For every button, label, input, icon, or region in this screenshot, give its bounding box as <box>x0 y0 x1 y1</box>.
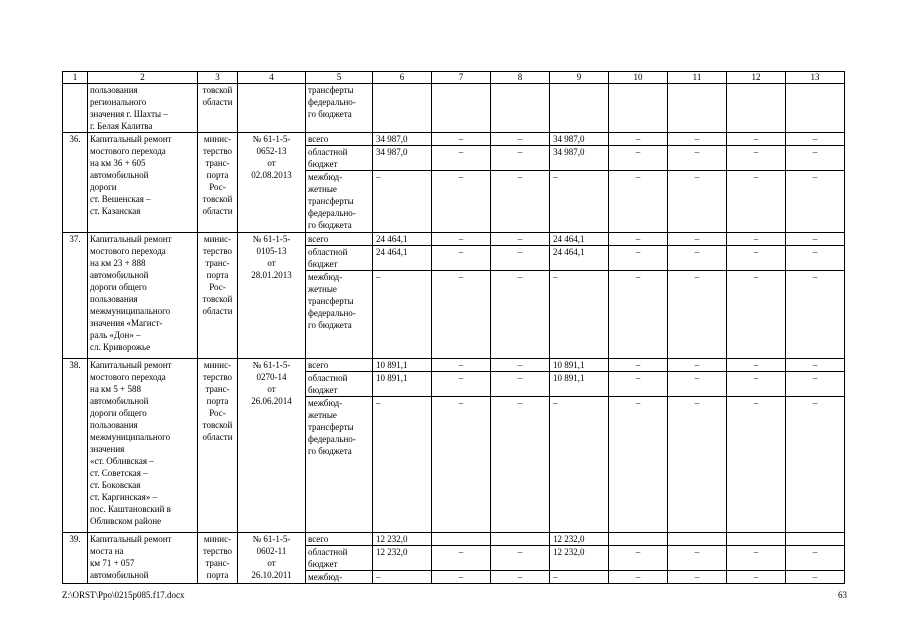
column-number: 7 <box>432 72 491 84</box>
value-cell: – <box>786 233 845 246</box>
document-cell <box>238 84 306 133</box>
value-cell: – <box>668 246 727 271</box>
table-row <box>63 533 845 546</box>
value-cell: – <box>727 246 786 271</box>
value-cell: – <box>668 397 727 533</box>
value-cell: – <box>727 233 786 246</box>
document-cell: № 61-1-5- 0652-13 от 02.08.2013 <box>238 133 306 233</box>
value-cell: – <box>373 171 432 233</box>
value-cell: – <box>786 571 845 584</box>
funding-source-cell: всего <box>306 233 373 246</box>
value-cell: – <box>609 233 668 246</box>
funding-source-cell: межбюд- жетные трансферты федерально- го бюджета <box>306 171 373 233</box>
value-cell: – <box>668 271 727 359</box>
value-cell <box>373 84 432 133</box>
value-cell: – <box>786 546 845 571</box>
object-name-cell: пользования регионального значения г. Шахты – г. Белая Калитва <box>88 84 198 133</box>
value-cell: – <box>550 171 609 233</box>
value-cell: – <box>609 372 668 397</box>
value-cell: – <box>491 546 550 571</box>
column-number: 2 <box>88 72 198 84</box>
funding-source-cell: межбюд- <box>306 571 373 584</box>
value-cell: 12 232,0 <box>550 546 609 571</box>
value-cell: – <box>786 271 845 359</box>
value-cell: – <box>668 372 727 397</box>
value-cell <box>609 84 668 133</box>
value-cell: 34 987,0 <box>373 146 432 171</box>
value-cell <box>786 533 845 546</box>
value-cell: – <box>373 271 432 359</box>
funding-source-cell: трансферты федерально- го бюджета <box>306 84 373 133</box>
budget-table <box>62 71 845 584</box>
row-number-cell: 37. <box>63 233 88 359</box>
document-cell: № 61-1-5- 0270-14 от 26.06.2014 <box>238 359 306 533</box>
value-cell: – <box>550 397 609 533</box>
column-number: 13 <box>786 72 845 84</box>
value-cell: – <box>491 146 550 171</box>
value-cell: – <box>491 571 550 584</box>
document-cell: № 61-1-5- 0105-13 от 28.01.2013 <box>238 233 306 359</box>
value-cell: – <box>432 571 491 584</box>
value-cell: 24 464,1 <box>373 246 432 271</box>
value-cell: – <box>609 571 668 584</box>
value-cell: – <box>491 359 550 372</box>
value-cell: – <box>373 571 432 584</box>
column-number: 11 <box>668 72 727 84</box>
funding-source-cell: областной бюджет <box>306 246 373 271</box>
value-cell: – <box>786 397 845 533</box>
value-cell: – <box>668 546 727 571</box>
document-cell: № 61-1-5- 0602-11 от 26.10.2011 <box>238 533 306 584</box>
value-cell: – <box>727 271 786 359</box>
value-cell <box>609 533 668 546</box>
agency-cell: минис- терство транс- порта Рос- товской области <box>198 359 238 533</box>
value-cell <box>727 84 786 133</box>
column-number: 8 <box>491 72 550 84</box>
column-number: 4 <box>238 72 306 84</box>
column-number: 10 <box>609 72 668 84</box>
value-cell <box>432 533 491 546</box>
value-cell: – <box>432 133 491 146</box>
value-cell: 24 464,1 <box>550 233 609 246</box>
object-name-cell: Капитальный ремонт моста на км 71 + 057 автомобильной <box>88 533 198 584</box>
footer-file-path: Z:\ORST\Ppo\0215p085.f17.docx <box>62 590 185 600</box>
value-cell: – <box>786 246 845 271</box>
row-number-cell: 36. <box>63 133 88 233</box>
value-cell: – <box>432 233 491 246</box>
value-cell: – <box>609 246 668 271</box>
value-cell <box>668 533 727 546</box>
funding-source-cell: всего <box>306 133 373 146</box>
value-cell: 10 891,1 <box>550 372 609 397</box>
funding-source-cell: межбюд- жетные трансферты федерально- го бюджета <box>306 271 373 359</box>
value-cell: 24 464,1 <box>550 246 609 271</box>
value-cell: – <box>727 133 786 146</box>
value-cell <box>550 84 609 133</box>
value-cell: – <box>727 359 786 372</box>
value-cell: – <box>609 546 668 571</box>
value-cell: – <box>432 171 491 233</box>
table-row <box>63 233 845 246</box>
value-cell: – <box>609 271 668 359</box>
value-cell: – <box>609 133 668 146</box>
value-cell: – <box>668 359 727 372</box>
value-cell: 10 891,1 <box>550 359 609 372</box>
value-cell: – <box>786 146 845 171</box>
value-cell: – <box>668 233 727 246</box>
value-cell: – <box>491 397 550 533</box>
value-cell: – <box>550 271 609 359</box>
agency-cell: минис- терство транс- порта Рос- товской области <box>198 133 238 233</box>
value-cell: – <box>609 359 668 372</box>
value-cell: – <box>668 171 727 233</box>
value-cell: – <box>786 372 845 397</box>
value-cell: – <box>786 359 845 372</box>
agency-cell: товской области <box>198 84 238 133</box>
value-cell: – <box>668 133 727 146</box>
value-cell: – <box>491 133 550 146</box>
value-cell: – <box>727 571 786 584</box>
row-number-cell <box>63 84 88 133</box>
value-cell: – <box>668 571 727 584</box>
value-cell: – <box>727 372 786 397</box>
value-cell: – <box>432 146 491 171</box>
value-cell: – <box>609 397 668 533</box>
value-cell: – <box>432 397 491 533</box>
column-number-row <box>63 72 845 84</box>
value-cell: – <box>491 171 550 233</box>
value-cell: – <box>550 571 609 584</box>
object-name-cell: Капитальный ремонт мостового перехода на км 5 + 588 автомобильной дороги общего пользования межмуниципального значения «ст. Обливская – ст. Советская – ст. Боковская ст. Каргинская» – пос. Каштановский в Обливском районе <box>88 359 198 533</box>
column-number: 1 <box>63 72 88 84</box>
value-cell: – <box>727 146 786 171</box>
column-number: 6 <box>373 72 432 84</box>
row-number-cell: 38. <box>63 359 88 533</box>
page-number: 63 <box>838 590 847 600</box>
value-cell: 34 987,0 <box>550 146 609 171</box>
value-cell <box>668 84 727 133</box>
value-cell: 24 464,1 <box>373 233 432 246</box>
column-number: 3 <box>198 72 238 84</box>
funding-source-cell: всего <box>306 533 373 546</box>
funding-source-cell: областной бюджет <box>306 546 373 571</box>
value-cell: – <box>432 546 491 571</box>
value-cell <box>727 533 786 546</box>
table-row <box>63 133 845 146</box>
value-cell: – <box>432 359 491 372</box>
funding-source-cell: всего <box>306 359 373 372</box>
value-cell: – <box>668 146 727 171</box>
column-number: 12 <box>727 72 786 84</box>
value-cell: – <box>609 171 668 233</box>
value-cell: – <box>432 271 491 359</box>
column-number: 5 <box>306 72 373 84</box>
agency-cell: минис- терство транс- порта <box>198 533 238 584</box>
object-name-cell: Капитальный ремонт мостового перехода на км 23 + 888 автомобильной дороги общего пользования межмуниципального значения «Магист- раль «Дон» – сл. Криворожье <box>88 233 198 359</box>
value-cell: – <box>727 546 786 571</box>
value-cell: – <box>491 246 550 271</box>
agency-cell: минис- терство транс- порта Рос- товской области <box>198 233 238 359</box>
funding-source-cell: областной бюджет <box>306 372 373 397</box>
value-cell: – <box>727 171 786 233</box>
value-cell: 10 891,1 <box>373 359 432 372</box>
value-cell: 12 232,0 <box>550 533 609 546</box>
value-cell: 12 232,0 <box>373 546 432 571</box>
value-cell: – <box>373 397 432 533</box>
continuation-row <box>63 84 845 133</box>
value-cell: – <box>609 146 668 171</box>
value-cell: 34 987,0 <box>373 133 432 146</box>
value-cell: – <box>786 171 845 233</box>
value-cell: – <box>491 233 550 246</box>
value-cell: – <box>432 246 491 271</box>
value-cell: – <box>491 271 550 359</box>
funding-source-cell: областной бюджет <box>306 146 373 171</box>
object-name-cell: Капитальный ремонт мостового перехода на км 36 + 605 автомобильной дороги ст. Вешенская – ст. Казанская <box>88 133 198 233</box>
row-number-cell: 39. <box>63 533 88 584</box>
value-cell: – <box>727 397 786 533</box>
funding-source-cell: межбюд- жетные трансферты федерально- го бюджета <box>306 397 373 533</box>
table-row <box>63 359 845 372</box>
value-cell: 34 987,0 <box>550 133 609 146</box>
value-cell: – <box>432 372 491 397</box>
value-cell: 12 232,0 <box>373 533 432 546</box>
value-cell <box>432 84 491 133</box>
value-cell: – <box>491 372 550 397</box>
value-cell <box>786 84 845 133</box>
column-number: 9 <box>550 72 609 84</box>
value-cell: 10 891,1 <box>373 372 432 397</box>
value-cell: – <box>786 133 845 146</box>
value-cell <box>491 84 550 133</box>
table-body <box>63 72 845 584</box>
value-cell <box>491 533 550 546</box>
